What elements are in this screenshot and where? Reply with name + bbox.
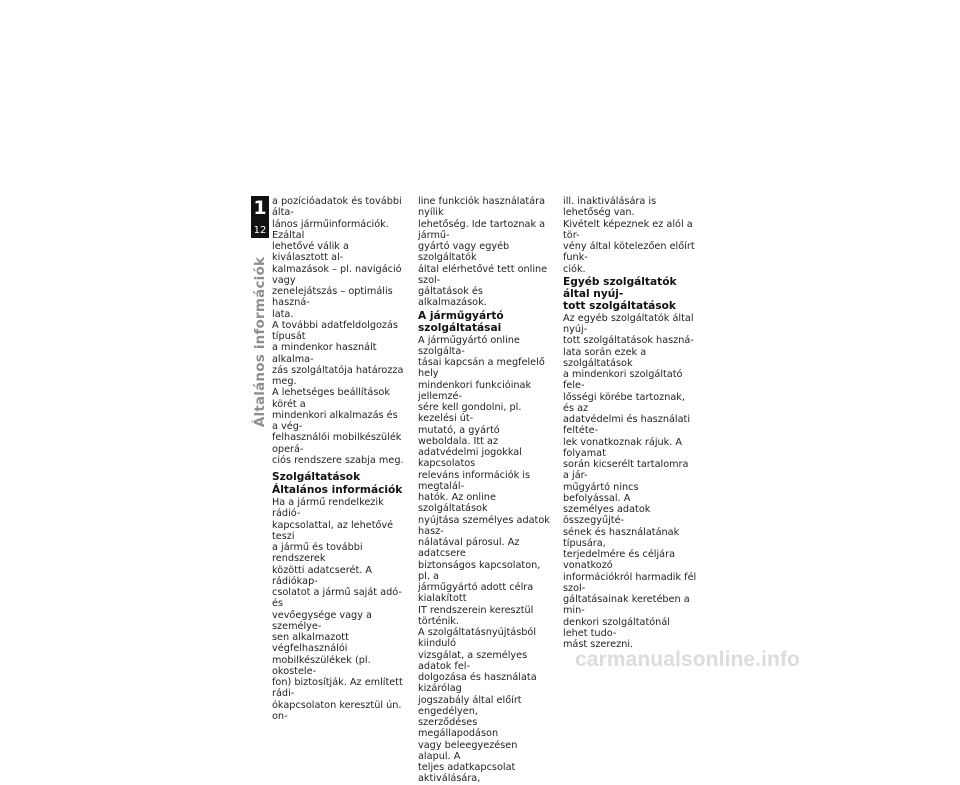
paragraph: A további adatfeldolgozás típusát a mindenkor használt alkalma- zás szolgáltatója határozza meg. A lehetséges beállítások körét a mindenkori alkalmazás és a vég- felhasználói mobilkészülék operá- ciós rendszere szabja meg. [272, 319, 404, 466]
page-number: 12 [253, 225, 267, 236]
section-title: Általános információk [252, 256, 268, 428]
chapter-tab [251, 196, 269, 238]
text-column-2 [418, 196, 552, 785]
watermark-text: carmanualsonline.info [575, 648, 800, 671]
heading-third-party-services: Egyéb szolgáltatók által nyúj- tott szolgáltatások [563, 275, 677, 312]
heading-services: Szolgáltatások [272, 471, 361, 483]
heading-general-information: Általános információk [272, 484, 403, 496]
chapter-number: 1 [253, 197, 267, 219]
heading-manufacturer-services: A járműgyártó szolgáltatásai [418, 309, 504, 334]
text-column-3 [563, 196, 697, 650]
text-column-1 [272, 196, 406, 722]
paragraph: line funkciók használatára nyílik lehetőség. Ide tartoznak a jármű- gyártó vagy egyéb szolgáltatók által elérhetővé tett online szol- gáltatások és alkalmazások. [418, 196, 548, 309]
paragraph: a pozícióadatok és további álta- lános járműinformációk. Ezáltal lehetővé válik a kiválasztott al- kalmazások – pl. navigáció vagy zenelejátszás – optimális haszná- lata. [272, 196, 402, 320]
paragraph: A járműgyártó online szolgálta- tásai kapcsán a megfelelő hely mindenkori funkcióinak jellemzé- sére kell gondolni, pl. kezelési út- mutató, a gyártó weboldala. Itt az adatvédelmi jogokkal kapcsolatos releváns információk is megtalál- hatók. Az online szolgáltatások nyújtása személyes adatok hasz- nálatával párosul. Az adatcsere biztonságos kapcsolaton, pl. a járműgyártó adott célra kialakított IT rendszerein keresztül történik. A szolgáltatásnyújtásból kiinduló vizsgálat, a személyes adatok fel- dolgozása és használata kizárólag jogszabály által előírt engedélyen, szerződéses megállapodáson vagy beleegyezésen alapul. A teljes adatkapcsolat aktiválására, [418, 334, 550, 785]
paragraph: Ha a jármű rendelkezik rádió- kapcsolattal, az lehetővé teszi a jármű és további rendszerek közötti adatcserét. A rádiókap- csolatot a jármű saját adó- és vevőegysége vagy a személye- sen alkalmazott végfelhasználói mobilkészülékek (pl. okostele- fon) biztosítják. Az említett rádi- ókapcsolaton keresztül ún. on- [272, 497, 403, 722]
paragraph: Az egyéb szolgáltatók által nyúj- tott szolgáltatások haszná- lata során ezek a szolgáltatások a mindenkori szolgáltató fele- lősségi körébe tartoznak, és az adatvédelmi és használati feltéte- lek vonatkoznak rájuk. A folyamat során kicserélt tartalomra a jár- műgyártó nincs befolyással. A személyes adatok összegyűjté- sének és használatának típusára, terjedelmére és céljára vonatkozó információkról harmadik fél szol- gáltatásainak keretében a min- denkori szolgáltatónál lehet tudo- mást szerezni. [563, 312, 697, 650]
paragraph: ill. inaktiválására is lehetőség van. Kivételt képeznek ez alól a tör- vény által kötelezően előírt funk- ciók. [563, 196, 695, 275]
